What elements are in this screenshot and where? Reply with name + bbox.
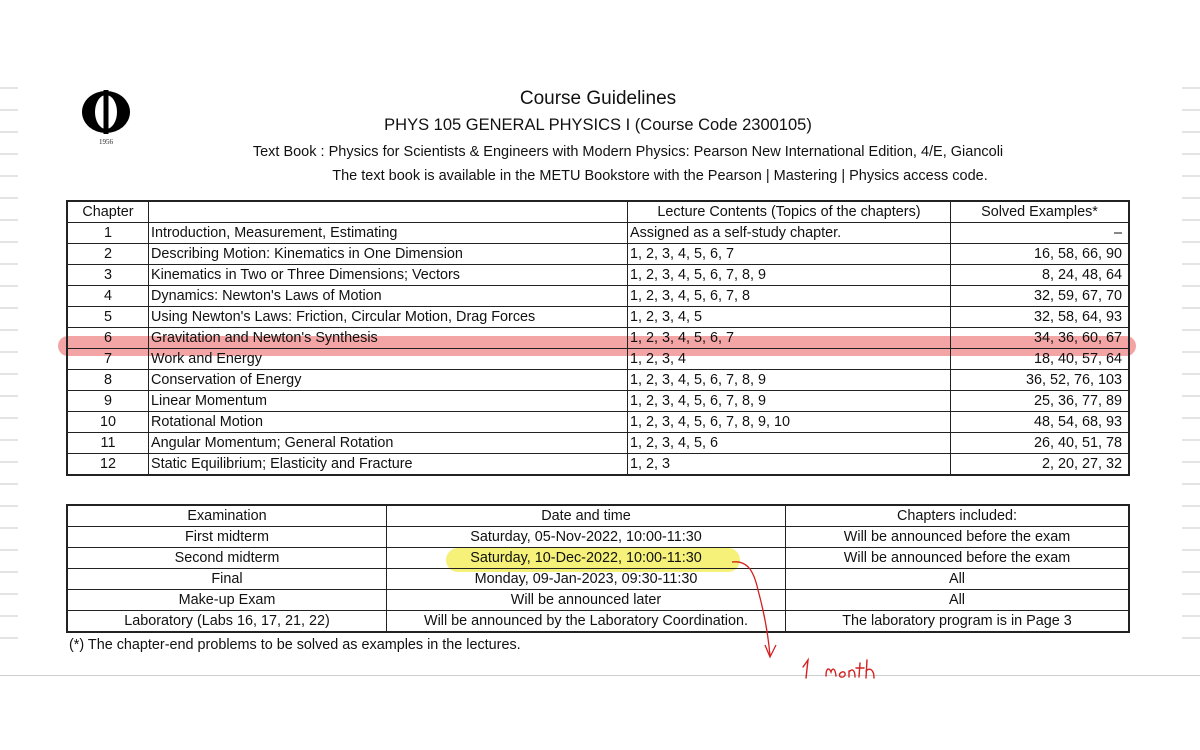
lecture-contents: Assigned as a self-study chapter. [628,223,951,244]
table-row [67,307,1129,328]
chapter-title: Static Equilibrium; Elasticity and Fracture [149,454,628,476]
lecture-contents: 1, 2, 3, 4, 5, 6, 7, 8, 9 [628,370,951,391]
textbook-line: Text Book : Physics for Scientists & Engineers with Modern Physics: Pearson New International Edition, 4/E, Giancoli [252,144,1004,160]
exams-table [66,504,1130,633]
chapters-included: The laboratory program is in Page 3 [786,611,1130,633]
chapters-included: Will be announced before the exam [786,527,1130,548]
chapter-title: Introduction, Measurement, Estimating [149,223,628,244]
chapter-number: 3 [67,265,149,286]
solved-examples: 34, 36, 60, 67 [951,328,1130,349]
header-solved-examples: Solved Examples* [951,201,1130,223]
table-row [67,328,1129,349]
table-row [67,370,1129,391]
chapter-number: 8 [67,370,149,391]
chapter-number: 7 [67,349,149,370]
solved-examples: 8, 24, 48, 64 [951,265,1130,286]
chapter-number: 9 [67,391,149,412]
exam-date-time: Will be announced later [387,590,786,611]
exam-date-time: Saturday, 10-Dec-2022, 10:00-11:30 [387,548,786,569]
chapter-title: Gravitation and Newton's Synthesis [149,328,628,349]
header-chapter: Chapter [67,201,149,223]
table-row [67,244,1129,265]
table-row [67,223,1129,244]
table-row [67,590,1129,611]
solved-examples: 48, 54, 68, 93 [951,412,1130,433]
chapter-number: 12 [67,454,149,476]
examination-name: Second midterm [67,548,387,569]
chapters-included: Will be announced before the exam [786,548,1130,569]
footnote: (*) The chapter-end problems to be solved as examples in the lectures. [69,637,521,653]
table-row [67,433,1129,454]
solved-examples: 32, 59, 67, 70 [951,286,1130,307]
lecture-contents: 1, 2, 3 [628,454,951,476]
examination-name: Make-up Exam [67,590,387,611]
lecture-contents: 1, 2, 3, 4, 5, 6, 7, 8, 9 [628,265,951,286]
chapter-title: Describing Motion: Kinematics in One Dimension [149,244,628,265]
lecture-contents: 1, 2, 3, 4, 5, 6, 7, 8, 9 [628,391,951,412]
chapter-number: 11 [67,433,149,454]
chapters-table [66,200,1130,476]
table-row [67,391,1129,412]
solved-examples: 18, 40, 57, 64 [951,349,1130,370]
chapter-title: Angular Momentum; General Rotation [149,433,628,454]
chapter-title: Dynamics: Newton's Laws of Motion [149,286,628,307]
chapters-included: All [786,590,1130,611]
solved-examples: 26, 40, 51, 78 [951,433,1130,454]
exam-date-time: Saturday, 05-Nov-2022, 10:00-11:30 [387,527,786,548]
table-row [67,454,1129,476]
page-title: Course Guidelines [519,88,677,109]
table-row [67,569,1129,590]
chapter-title: Kinematics in Two or Three Dimensions; Vectors [149,265,628,286]
lecture-contents: 1, 2, 3, 4, 5, 6, 7, 8, 9, 10 [628,412,951,433]
solved-examples: 36, 52, 76, 103 [951,370,1130,391]
lecture-contents: 1, 2, 3, 4, 5, 6, 7, 8 [628,286,951,307]
lecture-contents: 1, 2, 3, 4, 5, 6, 7 [628,244,951,265]
table-row [67,412,1129,433]
chapter-number: 2 [67,244,149,265]
page-separator-line [0,675,1200,676]
chapters-header-row [67,201,1129,223]
chapters-included: All [786,569,1130,590]
table-row [67,265,1129,286]
lecture-contents: 1, 2, 3, 4, 5 [628,307,951,328]
chapter-title: Rotational Motion [149,412,628,433]
table-row [67,286,1129,307]
annotation-arrowhead [765,645,776,657]
table-row [67,548,1129,569]
header-chapters-included: Chapters included: [786,505,1130,527]
solved-examples: – [951,223,1130,244]
table-row [67,527,1129,548]
chapter-title: Linear Momentum [149,391,628,412]
chapter-number: 5 [67,307,149,328]
course-subtitle: PHYS 105 GENERAL PHYSICS I (Course Code 2300105) [384,116,812,134]
chapter-number: 4 [67,286,149,307]
solved-examples: 32, 58, 64, 93 [951,307,1130,328]
table-row [67,611,1129,633]
table-row [67,349,1129,370]
examination-name: Laboratory (Labs 16, 17, 21, 22) [67,611,387,633]
solved-examples: 2, 20, 27, 32 [951,454,1130,476]
exam-date-time: Monday, 09-Jan-2023, 09:30-11:30 [387,569,786,590]
lecture-contents: 1, 2, 3, 4, 5, 6, 7 [628,328,951,349]
chapter-title: Work and Energy [149,349,628,370]
chapter-number: 6 [67,328,149,349]
header-examination: Examination [67,505,387,527]
chapter-title: Conservation of Energy [149,370,628,391]
chapter-number: 10 [67,412,149,433]
lecture-contents: 1, 2, 3, 4 [628,349,951,370]
chapter-title: Using Newton's Laws: Friction, Circular Motion, Drag Forces [149,307,628,328]
header-title [149,201,628,223]
logo-year: 1956 [99,138,113,146]
examination-name: First midterm [67,527,387,548]
bookstore-line: The text book is available in the METU Bookstore with the Pearson | Mastering | Physics access code. [332,168,988,184]
solved-examples: 25, 36, 77, 89 [951,391,1130,412]
examination-name: Final [67,569,387,590]
header-date-time: Date and time [387,505,786,527]
lecture-contents: 1, 2, 3, 4, 5, 6 [628,433,951,454]
exam-date-time: Will be announced by the Laboratory Coordination. [387,611,786,633]
chapter-number: 1 [67,223,149,244]
exams-header-row [67,505,1129,527]
solved-examples: 16, 58, 66, 90 [951,244,1130,265]
header-lecture-contents: Lecture Contents (Topics of the chapters) [628,201,951,223]
